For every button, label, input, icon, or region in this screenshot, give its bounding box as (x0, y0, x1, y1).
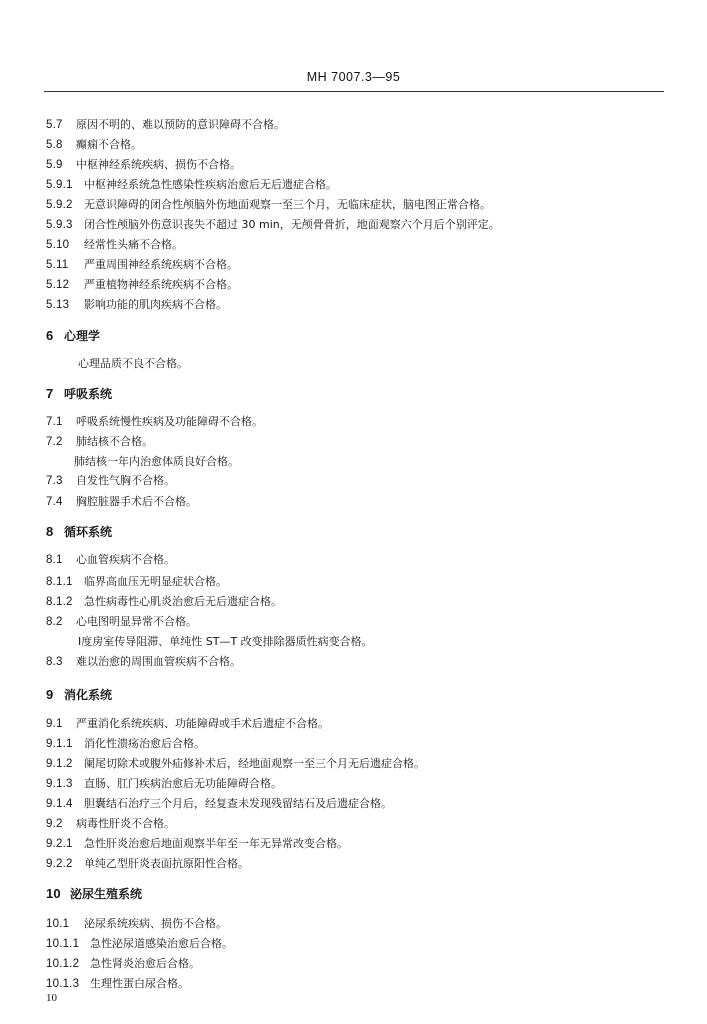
clause-line (46, 116, 285, 134)
clause-text: 生理性蛋白尿合格。 (90, 977, 189, 990)
clause-line (46, 156, 241, 174)
section-title: 呼吸系统 (64, 387, 113, 401)
clause-line (46, 196, 491, 214)
clause-number: 10.1.3 (46, 978, 80, 990)
clause-line (46, 613, 197, 631)
clause-number: 10.1 (46, 918, 70, 930)
clause-text: 难以治愈的周围血管疾病不合格。 (76, 655, 241, 668)
clause-text: 中枢神经系统急性感染性疾病治愈后无后遗症合格。 (84, 178, 337, 191)
clause-line (46, 551, 175, 569)
clause-number: 9.1.2 (46, 758, 73, 770)
section-heading (46, 686, 112, 704)
clause-line (78, 633, 373, 651)
clause-text: 呼吸系统慢性疾病及功能障碍不合格。 (76, 415, 263, 428)
clause-line (46, 136, 142, 154)
clause-text: 肺结核不合格。 (76, 435, 153, 448)
section-title: 循环系统 (64, 525, 113, 539)
clause-text: 经常性头痛不合格。 (84, 238, 183, 251)
clause-text: 心理品质不良不合格。 (78, 357, 188, 370)
clause-number: 8.1.2 (46, 596, 73, 608)
clause-text: 无意识障碍的闭合性颅脑外伤地面观察一至三个月，无临床症状，脑电图正常合格。 (84, 198, 491, 211)
clause-text: 心电图明显异常不合格。 (76, 615, 197, 628)
header-rule (44, 91, 664, 92)
clause-line (74, 453, 239, 471)
clause-text: 急性泌尿道感染治愈后合格。 (90, 937, 233, 950)
clause-number: 7.4 (46, 496, 63, 508)
clause-number: 9 (46, 687, 54, 702)
clause-number: 8.3 (46, 656, 63, 668)
clause-line (46, 975, 189, 993)
clause-number: 5.9 (46, 159, 63, 171)
page-number: 10 (46, 992, 57, 1004)
clause-line (46, 236, 183, 254)
clause-line (46, 433, 153, 451)
clause-number: 7 (46, 386, 54, 401)
clause-line (46, 915, 227, 933)
clause-number: 5.8 (46, 139, 63, 151)
clause-text: 原因不明的、难以预防的意识障碍不合格。 (76, 118, 285, 131)
clause-text: 急性肾炎治愈后合格。 (90, 957, 200, 970)
clause-line (46, 935, 233, 953)
clause-line (46, 493, 197, 511)
clause-line (46, 715, 329, 733)
clause-line (46, 573, 227, 591)
clause-text: Ⅰ度房室传导阻滞、单纯性 ST—T 改变排除器质性病变合格。 (78, 635, 373, 648)
clause-line (46, 955, 200, 973)
clause-text: 严重周围神经系统疾病不合格。 (84, 258, 238, 271)
clause-line (46, 835, 348, 853)
clause-text: 闭合性颅脑外伤意识丧失不超过 30 min，无颅骨骨折，地面观察六个月后个别评定。 (84, 218, 500, 231)
clause-text: 消化性溃疡治愈后合格。 (84, 737, 205, 750)
clause-number: 5.9.1 (46, 179, 73, 191)
clause-text: 单纯乙型肝炎表面抗原阳性合格。 (84, 857, 249, 870)
clause-number: 10.1.1 (46, 938, 80, 950)
clause-line (46, 855, 249, 873)
section-title: 消化系统 (64, 688, 113, 702)
clause-text: 直肠、肛门疾病治愈后无功能障碍合格。 (84, 777, 282, 790)
clause-text: 心血管疾病不合格。 (76, 553, 175, 566)
clause-number: 8.1 (46, 554, 63, 566)
clause-number: 5.7 (46, 119, 63, 131)
clause-number: 5.9.2 (46, 199, 73, 211)
clause-number: 5.9.3 (46, 219, 73, 231)
clause-line (78, 355, 188, 373)
clause-number: 7.3 (46, 475, 63, 487)
clause-line (46, 216, 500, 234)
section-title: 泌尿生殖系统 (70, 887, 143, 901)
clause-text: 胸腔脏器手术后不合格。 (76, 495, 197, 508)
clause-text: 肺结核一年内治愈体质良好合格。 (74, 455, 239, 468)
clause-text: 泌尿系统疾病、损伤不合格。 (84, 917, 227, 930)
clause-number: 9.1.1 (46, 738, 73, 750)
clause-number: 5.12 (46, 279, 70, 291)
clause-line (46, 472, 175, 490)
clause-text: 癫痫不合格。 (76, 138, 142, 151)
page-header: MH 7007.3—95 (306, 70, 401, 84)
clause-text: 胆囊结石治疗三个月后，经复查未发现残留结石及后遗症合格。 (84, 797, 392, 810)
clause-number: 8.2 (46, 616, 63, 628)
section-title: 心理学 (64, 329, 101, 343)
clause-text: 中枢神经系统疾病、损伤不合格。 (76, 158, 241, 171)
clause-text: 病毒性肝炎不合格。 (76, 817, 175, 830)
clause-number: 9.1.3 (46, 778, 73, 790)
clause-text: 急性肝炎治愈后地面观察半年至一年无异常改变合格。 (84, 837, 348, 850)
clause-number: 7.2 (46, 436, 63, 448)
clause-text: 急性病毒性心肌炎治愈后无后遗症合格。 (84, 595, 282, 608)
clause-line (46, 176, 337, 194)
clause-text: 自发性气胸不合格。 (76, 474, 175, 487)
clause-line (46, 276, 238, 294)
clause-text: 阑尾切除术或腹外疝修补术后，经地面观察一至三个月无后遗症合格。 (84, 757, 425, 770)
clause-text: 临界高血压无明显症状合格。 (84, 575, 227, 588)
clause-number: 9.1.4 (46, 798, 73, 810)
clause-line (46, 296, 227, 314)
clause-number: 7.1 (46, 416, 63, 428)
section-heading (46, 385, 112, 403)
clause-line (46, 413, 263, 431)
clause-text: 严重植物神经系统疾病不合格。 (84, 278, 238, 291)
section-heading (46, 885, 142, 903)
clause-number: 5.10 (46, 239, 70, 251)
clause-number: 9.1 (46, 718, 63, 730)
clause-number: 10 (46, 886, 61, 901)
clause-line (46, 795, 392, 813)
clause-text: 影响功能的肌肉疾病不合格。 (84, 298, 227, 311)
clause-number: 10.1.2 (46, 958, 80, 970)
clause-number: 6 (46, 328, 54, 343)
section-heading (46, 523, 112, 541)
clause-number: 9.2.2 (46, 858, 73, 870)
clause-number: 8 (46, 524, 54, 539)
clause-line (46, 256, 238, 274)
clause-line (46, 815, 175, 833)
clause-line (46, 735, 205, 753)
clause-number: 8.1.1 (46, 576, 73, 588)
clause-line (46, 755, 425, 773)
clause-text: 严重消化系统疾病、功能障碍或手术后遗症不合格。 (76, 717, 329, 730)
clause-number: 5.11 (46, 259, 69, 271)
section-heading (46, 327, 100, 345)
clause-line (46, 775, 282, 793)
clause-number: 5.13 (46, 299, 70, 311)
clause-line (46, 653, 241, 671)
clause-line (46, 593, 282, 611)
clause-number: 9.2 (46, 818, 63, 830)
clause-number: 9.2.1 (46, 838, 73, 850)
